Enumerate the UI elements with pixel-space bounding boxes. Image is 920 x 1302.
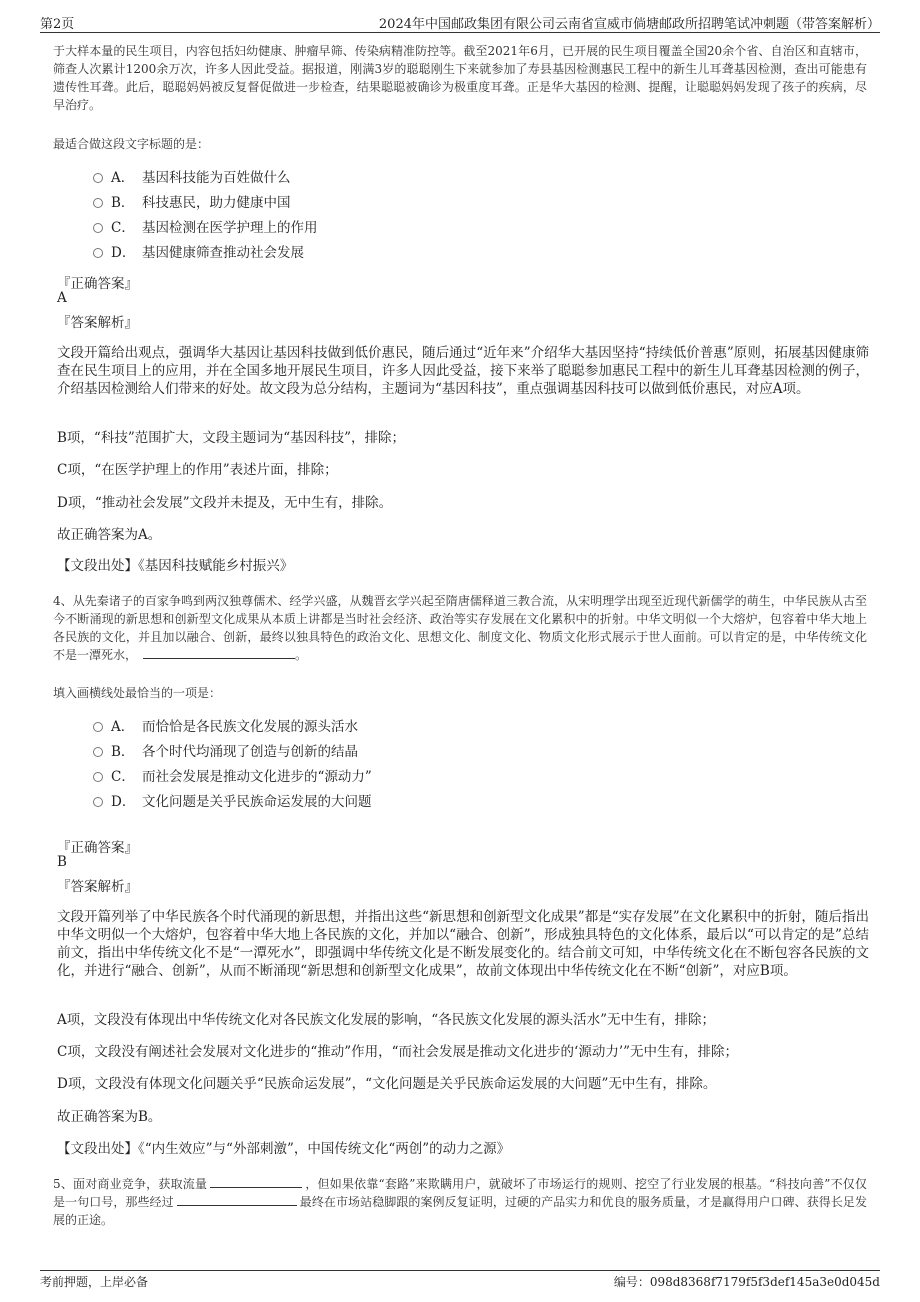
answer-blank (210, 1175, 302, 1188)
q3-analysis-heading: 『答案解析』 (57, 315, 138, 331)
q5-passage: 5、面对商业竞争，获取流量 ，但如果依靠“套路”来欺瞒用户，就破坏了市场运行的规则、挖空了行业发展的根基。“科技向善”不仅仅是一句口号，那些经过 最终在市场站稳脚跟的案例反复证明，过硬的产品实力和优良的服务质量，才是赢得用户口碑、获得长足发展的正途。 (53, 1177, 867, 1227)
q3-option-d[interactable]: D． 基因健康筛查推动社会发展 (93, 243, 304, 263)
q4-option-c[interactable]: C． 而社会发展是推动文化进步的“源动力” (93, 767, 372, 787)
q4-option-b[interactable]: B． 各个时代均涌现了创造与创新的结晶 (93, 742, 358, 762)
q3-answer-heading: 『正确答案』 (57, 276, 138, 292)
radio-icon[interactable] (93, 722, 103, 732)
q4-analysis-conclusion: 故正确答案为B。 (57, 1109, 162, 1125)
document-title: 2024年中国邮政集团有限公司云南省宣威市倘塘邮政所招聘笔试冲刺题（带答案解析） (378, 17, 880, 32)
radio-icon[interactable] (93, 173, 103, 183)
radio-icon[interactable] (93, 223, 103, 233)
q4-answer-heading: 『正确答案』 (57, 840, 138, 856)
q3-analysis-d: D项，“推动社会发展”文段并未提及，无中生有，排除。 (57, 495, 393, 511)
q4-stem: 填入画横线处最恰当的一项是： (53, 686, 222, 700)
q3-option-c[interactable]: C． 基因检测在医学护理上的作用 (93, 218, 318, 238)
q4-analysis-a: A项，文段没有体现出中华传统文化对各民族文化发展的影响，“各民族文化发展的源头活水”无中生有，排除； (57, 1012, 716, 1028)
q3-passage: 于大样本量的民生项目，内容包括妇幼健康、肿瘤早筛、传染病精准防控等。截至2021年6月，已开展的民生项目覆盖全国20余个省、自治区和直辖市，筛查人次累计1200余万次，许多人因此受益。据报道，刚满3岁的聪聪刚生下来就参加了寿县基因检测惠民工程中的新生儿耳聋基因检测，查出可能患有遗传性耳聋。此后，聪聪妈妈被反复督促做进一步检查，结果聪聪被确诊为极重度耳聋。正是华大基因的检测、提醒，让聪聪妈妈发现了孩子的疾病，尽早治疗。 (53, 44, 867, 112)
q3-option-b[interactable]: B． 科技惠民，助力健康中国 (93, 193, 291, 213)
q3-analysis-conclusion: 故正确答案为A。 (57, 527, 162, 543)
radio-icon[interactable] (93, 198, 103, 208)
radio-icon[interactable] (93, 747, 103, 757)
q3-source: 【文段出处】《基因科技赋能乡村振兴》 (57, 558, 294, 574)
q4-option-d[interactable]: D． 文化问题是关乎民族命运发展的大问题 (93, 792, 372, 812)
q3-stem: 最适合做这段文字标题的是： (53, 137, 210, 151)
q4-source: 【文段出处】《“内生效应”与“外部刺激”，中国传统文化“两创”的动力之源》 (57, 1141, 511, 1157)
document-id: 编号：098d8368f7179f5f3def145a3e0d045d (613, 1275, 880, 1289)
q3-answer: A (57, 290, 67, 306)
q3-analysis-b: B项，“科技”范围扩大，文段主题词为“基因科技”，排除； (57, 430, 406, 446)
radio-icon[interactable] (93, 772, 103, 782)
radio-icon[interactable] (93, 797, 103, 807)
q4-passage: 4、从先秦诸子的百家争鸣到两汉独尊儒术、经学兴盛，从魏晋玄学兴起至隋唐儒释道三教合流，从宋明理学出现至近现代新儒学的萌生，中华民族从古至今不断涌现的新思想和创新型文化成果从本质上讲都是当时社会经济、政治等实存发展在文化累积中的折射。中华文明似一个大熔炉，包容着中华大地上各民族的文化，并且加以融合、创新，最终以独具特色的政治文化、思想文化、制度文化、物质文化形式展示于世人面前。可以肯定的是，中华传统文化不是一潭死水， 。 (53, 594, 867, 662)
q4-analysis-main: 文段开篇列举了中华民族各个时代涌现的新思想，并指出这些“新思想和创新型文化成果”都是“实存发展”在文化累积中的折射，随后指出中华文明似一个大熔炉，包容着中华大地上各民族的文化，并加以“融合、创新”，形成独具特色的文化体系，最后以“可以肯定的是”总结前文，指出中华传统文化不是“一潭死水”，即强调中华传统文化是不断发展变化的。结合前文可知，中华传统文化在不断包容各民族的文化，并进行“融合、创新”，从而不断涌现“新思想和创新型文化成果”，故前文体现出中华传统文化在不断“创新”，对应B项。 (57, 909, 869, 979)
answer-blank (143, 646, 295, 659)
q3-analysis-c: C项，“在医学护理上的作用”表述片面，排除； (57, 462, 338, 478)
q4-analysis-c: C项，文段没有阐述社会发展对文化进步的“推动”作用，“而社会发展是推动文化进步的‘源动力’”无中生有，排除； (57, 1044, 739, 1060)
q4-analysis-heading: 『答案解析』 (57, 879, 138, 895)
page-number: 第2页 (40, 17, 75, 32)
page-header (40, 10, 880, 33)
page-footer (40, 1270, 880, 1289)
q4-answer: B (57, 854, 67, 870)
radio-icon[interactable] (93, 248, 103, 258)
q4-option-a[interactable]: A． 而恰恰是各民族文化发展的源头活水 (93, 717, 358, 737)
footer-slogan: 考前押题，上岸必备 (40, 1275, 149, 1289)
q3-analysis-main: 文段开篇给出观点，强调华大基因让基因科技做到低价惠民，随后通过“近年来”介绍华大基因坚持“持续低价普惠”原则，拓展基因健康筛查在民生项目上的应用，并在全国多地开展民生项目，许多人因此受益，接下来举了聪聪参加惠民工程中的新生儿耳聋基因检测的例子，介绍基因检测给人们带来的好处。故文段为总分结构，主题词为“基因科技”，重点强调基因科技可以做到低价惠民，对应A项。 (57, 345, 869, 397)
q3-option-a[interactable]: A． 基因科技能为百姓做什么 (93, 168, 291, 188)
answer-blank (177, 1193, 297, 1206)
q4-analysis-d: D项，文段没有体现文化问题关乎“民族命运发展”，“文化问题是关乎民族命运发展的大问题”无中生有，排除。 (57, 1076, 717, 1092)
